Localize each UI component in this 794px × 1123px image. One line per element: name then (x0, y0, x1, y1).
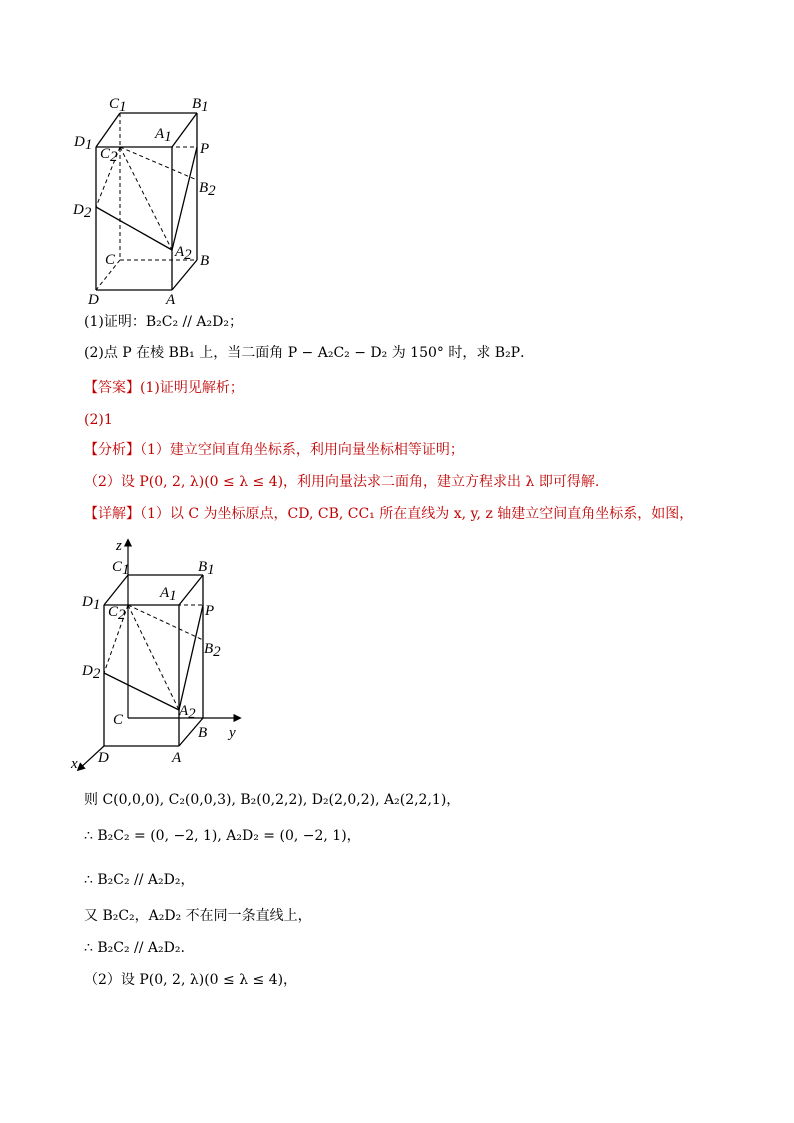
label-b: B (200, 253, 210, 269)
label2-c: C (113, 712, 124, 728)
label2-b: B (198, 725, 208, 741)
label2-c2: C2 (108, 604, 126, 623)
answer-2: (2)1 (84, 412, 113, 428)
label2-a: A (172, 750, 182, 766)
answer-tag: 【答案】 (84, 380, 140, 396)
label2-d1: D1 (82, 594, 101, 613)
hidden2-c2-a2 (128, 605, 179, 710)
analysis-text: （1）建立空间直角坐标系，利用向量坐标相等证明； (140, 442, 464, 458)
edge2-a2-p (179, 605, 203, 710)
label-c1: C1 (109, 96, 127, 115)
label-d: D (88, 292, 99, 308)
hidden2-c2-b2 (128, 605, 203, 640)
label2-d: D (98, 750, 109, 766)
detail-tag: 【详解】 (84, 506, 140, 522)
edge2-c1-d1 (104, 575, 128, 605)
analysis-tag: 【分析】 (84, 442, 140, 458)
conclusion-line: ∴ B₂C₂ // A₂D₂. (84, 940, 185, 956)
label-b1: B1 (192, 96, 209, 115)
parallel-vectors-line: ∴ B₂C₂ // A₂D₂， (84, 872, 195, 888)
label-d2: D2 (73, 202, 92, 221)
label2-p: P (205, 603, 215, 619)
label-p: P (200, 141, 210, 157)
label2-d2: D2 (82, 663, 101, 682)
label-d1: D1 (74, 134, 93, 153)
vectors-line: ∴ B₂C₂ = (0, −2, 1), A₂D₂ = (0, −2, 1)， (84, 828, 361, 844)
label-a: A (166, 292, 176, 308)
part-2-line: （2）设 P(0, 2, λ)(0 ≤ λ ≤ 4)， (84, 972, 298, 988)
label-a1: A1 (155, 126, 172, 145)
coordinates-line: 则 C(0,0,0), C₂(0,0,3), B₂(0,2,2), D₂(2,0,2), A₂(2,2,1)， (84, 792, 461, 808)
question-1: (1)证明：B₂C₂ // A₂D₂； (84, 314, 243, 330)
question-2: (2)点 P 在棱 BB₁ 上，当二面角 P − A₂C₂ − D₂ 为 150° 时，求 B₂P． (84, 345, 535, 361)
label-a2: A2 (175, 244, 192, 263)
label2-a2: A2 (179, 703, 196, 722)
label2-c1: C1 (112, 559, 130, 578)
label2-z: z (116, 538, 122, 554)
answer-text: (1)证明见解析； (140, 380, 244, 396)
label-b2: B2 (199, 180, 216, 199)
not-collinear-line: 又 B₂C₂，A₂D₂ 不在同一条直线上， (84, 908, 312, 924)
label2-a1: A1 (160, 585, 177, 604)
analysis-2: （2）设 P(0, 2, λ)(0 ≤ λ ≤ 4)，利用向量法求二面角，建立方程求出 λ 即可得解. (84, 474, 600, 490)
figure-2-labels (70, 538, 236, 772)
detail-text: （1）以 C 为坐标原点，CD, CB, CC₁ 所在直线为 x, y, z 轴建立空间直角坐标系，如图， (140, 506, 694, 522)
label2-b2: B2 (204, 641, 221, 660)
label2-y: y (229, 725, 236, 741)
edge2-b1-a1 (179, 575, 203, 605)
label-c2: C2 (100, 146, 118, 165)
label2-b1: B1 (198, 559, 215, 578)
label2-x: x (71, 756, 78, 772)
label-c: C (105, 252, 116, 268)
edge2-d2-a2 (104, 673, 179, 710)
